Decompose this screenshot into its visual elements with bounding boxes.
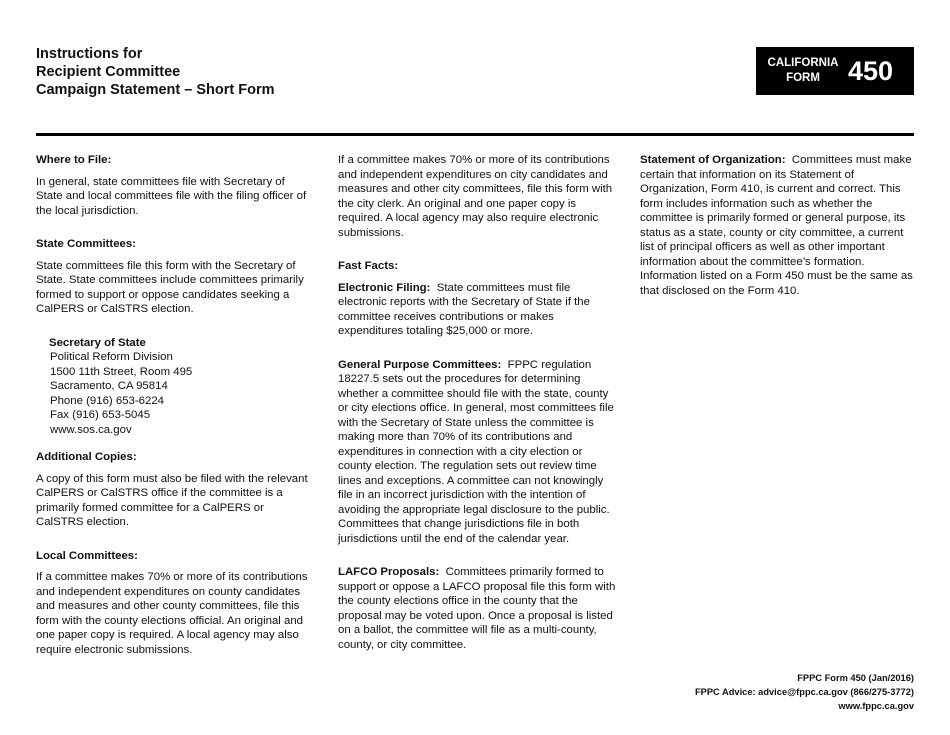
additional-copies-heading: Additional Copies: xyxy=(36,451,137,463)
column-1 xyxy=(36,153,314,664)
page-title xyxy=(36,45,274,99)
form-number: 450 xyxy=(848,55,894,86)
address-line: Phone (916) 653-6224 xyxy=(50,394,164,407)
electronic-filing-text: State committees must file electronic reports with the Secretary of State if the committee receives contributions or makes expenditures totaling $25,000 or more. xyxy=(338,281,590,337)
page-footer xyxy=(695,671,914,713)
lafco-label: LAFCO Proposals: xyxy=(338,566,440,578)
lafco-paragraph xyxy=(338,565,618,652)
sos-address-block xyxy=(49,336,314,438)
statement-of-organization-text: Committees must make certain that information on its Statement of Organization, Form 410, is current and correct. This form includes information such as whether the committee is primarily formed or general purpose, its status as a state, county or city committee, a current list of principal officers as well as other important information about the committee’s formation. Information listed on a Form 450 must be the same as that disclosed on the Form 410. xyxy=(640,154,913,297)
column-2 xyxy=(338,153,618,659)
address-line: 1500 11th Street, Room 495 xyxy=(50,365,193,378)
general-purpose-text: FPPC regulation 18227.5 sets out the procedures for determining whether a committee should file with the state, county or city elections office. In general, most committees file with the Secretary of State unless the committee is making more than 70% of its contributions and expenditures in connection with a city election or county election. The regulation sets out review time lines and exceptions. A committee can not knowingly file in an incorrect jurisdiction with the intention of avoiding the appropriate legal disclosure to the public. Committees that change jurisdictions file in both jurisdictions until the end of the calendar year. xyxy=(338,358,614,545)
form-badge xyxy=(756,47,914,95)
title-line-2: Recipient Committee xyxy=(36,64,181,80)
title-line-1: Instructions for xyxy=(36,46,143,62)
electronic-filing-label: Electronic Filing: xyxy=(338,281,431,294)
address-line: Political Reform Division xyxy=(50,351,173,363)
fppc-website-link[interactable]: www.fppc.ca.gov xyxy=(838,701,914,711)
badge-line-california: CALIFORNIA xyxy=(767,57,839,69)
address-line: Secretary of State xyxy=(49,336,146,349)
sos-website-link[interactable]: www.sos.ca.gov xyxy=(50,423,132,436)
fast-facts-heading: Fast Facts: xyxy=(338,260,399,272)
general-purpose-paragraph xyxy=(338,358,618,547)
state-committees-text: State committees file this form with the Secretary of State. State committees include committees primarily formed to support or oppose candidates seeking a CalPERS or CalSTRS election. xyxy=(36,259,304,315)
badge-label xyxy=(760,56,846,86)
state-committees-heading: State Committees: xyxy=(36,238,137,250)
lafco-text: Committees primarily formed to support or oppose a LAFCO proposal file this form with the county elections office in the county that the proposal may be voted upon. Once a proposal is listed on a ballot, the committee will file as a multi-county, county, or city committee. xyxy=(338,566,616,651)
additional-copies-text: A copy of this form must also be filed with the relevant CalPERS or CalSTRS office if the committee is a primarily formed committee for a CalPERS or CalSTRS election. xyxy=(36,472,308,528)
statement-of-organization-label: Statement of Organization: xyxy=(640,154,786,166)
local-committees-text: If a committee makes 70% or more of its contributions and independent expenditures on county candidates and measures and other county committees, file this form with the county elections official. An original and one paper copy is required. A local agency may also require electronic submissions. xyxy=(36,571,308,656)
where-to-file-text: In general, state committees file with Secretary of State and local committees file with the filing officer of the local jurisdiction. xyxy=(36,175,307,217)
city-committees-text: If a committee makes 70% or more of its contributions and independent expenditures on city candidates and measures and other city committees, file this form with the city clerk. An original and one paper copy is required. A local agency may also require electronic submissions. xyxy=(338,154,613,239)
local-committees-heading: Local Committees: xyxy=(36,549,138,562)
column-3 xyxy=(640,153,920,305)
header-divider xyxy=(36,133,914,136)
title-line-3: Campaign Statement – Short Form xyxy=(36,82,275,98)
address-line: Fax (916) 653-5045 xyxy=(50,409,151,421)
badge-line-form: FORM xyxy=(786,72,820,84)
general-purpose-label: General Purpose Committees: xyxy=(338,358,502,371)
address-line: Sacramento, CA 95814 xyxy=(50,380,168,392)
statement-of-organization-paragraph xyxy=(640,153,920,298)
where-to-file-heading: Where to File: xyxy=(36,154,112,166)
footer-advice-contact: FPPC Advice: advice@fppc.ca.gov (866/275-3772) xyxy=(694,687,914,697)
footer-form-version: FPPC Form 450 (Jan/2016) xyxy=(797,673,914,683)
electronic-filing-paragraph xyxy=(338,281,618,339)
